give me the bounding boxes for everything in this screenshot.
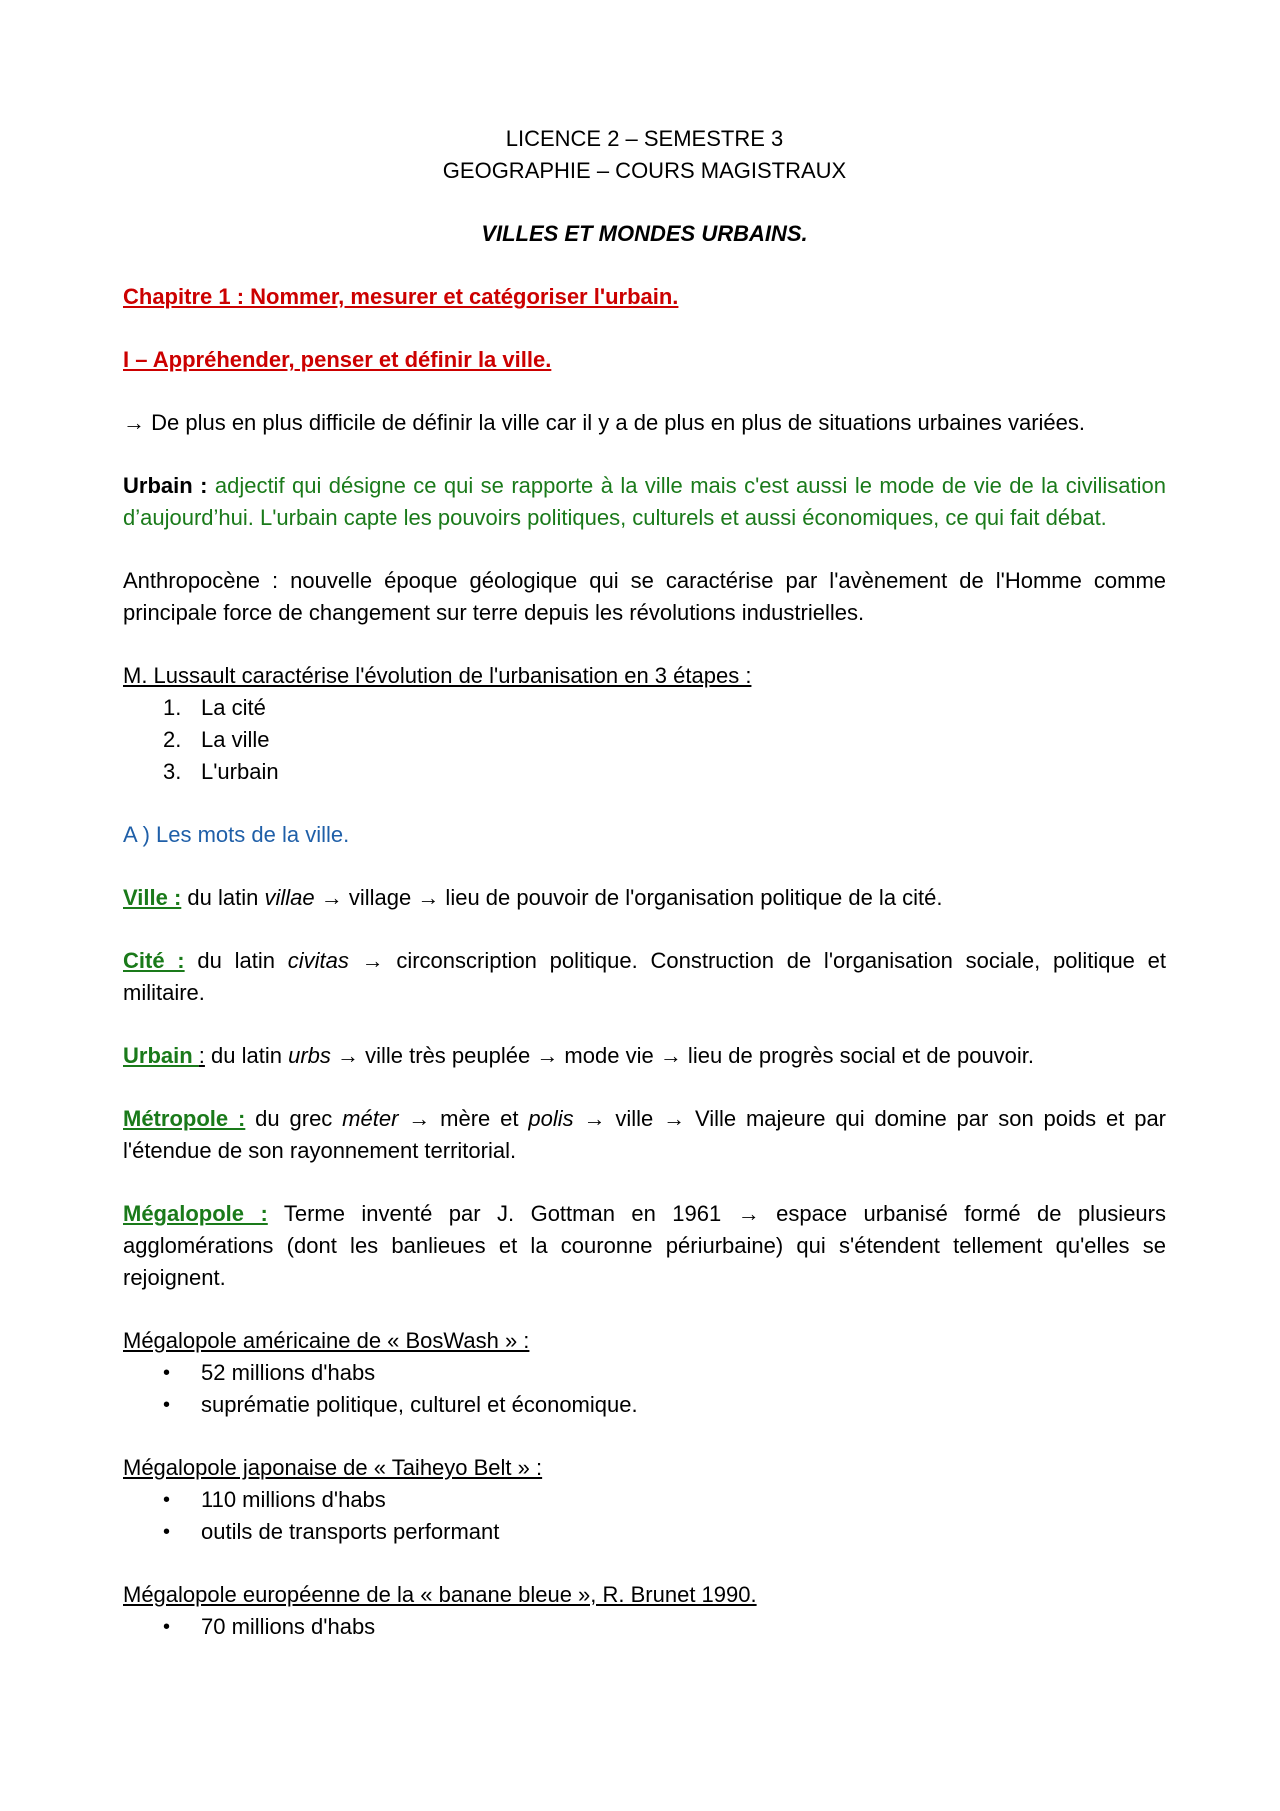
intro-paragraph: → De plus en plus difficile de définir la ville car il y a de plus en plus de situations urbaines variées. <box>123 410 1085 435</box>
list-item <box>123 1484 1166 1516</box>
list-item-text: suprématie politique, culturel et économique. <box>201 1392 638 1417</box>
banane-heading <box>123 1579 1166 1611</box>
megalopole-definition <box>123 1198 1166 1294</box>
greek-word: polis <box>528 1106 574 1131</box>
latin-word: urbs <box>288 1043 331 1068</box>
text-fragment: du grec <box>245 1106 343 1131</box>
urbain-term: Urbain : <box>123 473 208 498</box>
chapter-heading <box>123 281 1166 313</box>
megalopole-text: Terme inventé par J. Gottman en 1961 → espace urbanisé formé de plusieurs agglomérations (dont les banlieues et la couronne périurbaine) qui s'étendent tellement qu'elles se rejoignent. <box>123 1201 1166 1290</box>
anthropocene-paragraph: Anthropocène : nouvelle époque géologique qui se caractérise par l'avènement de l'Homme comme principale force de changement sur terre depuis les révolutions industrielles. <box>123 568 1166 625</box>
colon: : <box>198 1043 205 1068</box>
taiheyo-heading-text: Mégalopole japonaise de « Taiheyo Belt » : <box>123 1455 543 1480</box>
list-item-text: La ville <box>201 727 270 752</box>
bullet-icon: • <box>163 1394 171 1416</box>
taiheyo-heading <box>123 1452 1166 1484</box>
document-content <box>123 123 1166 1643</box>
urbain-definition <box>123 470 1166 534</box>
lussault-list <box>123 692 1166 788</box>
greek-word: méter <box>342 1106 399 1131</box>
text-fragment: du latin <box>181 885 265 910</box>
list-item <box>123 724 1166 756</box>
list-item <box>123 1357 1166 1389</box>
header-line-1: LICENCE 2 – SEMESTRE 3 <box>505 126 784 151</box>
ville-definition <box>123 882 1166 914</box>
boswash-heading <box>123 1325 1166 1357</box>
list-item-text: 110 millions d'habs <box>201 1487 386 1512</box>
list-item-text: outils de transports performant <box>201 1519 500 1544</box>
text-fragment: → ville très peuplée → mode vie → lieu de progrès social et de pouvoir. <box>330 1043 1035 1068</box>
megalopole-term: Mégalopole : <box>123 1201 268 1226</box>
urbain-latin-term: Urbain <box>123 1043 199 1068</box>
urbain-latin-definition <box>123 1040 1166 1072</box>
list-item <box>123 692 1166 724</box>
cite-term: Cité : <box>123 948 185 973</box>
list-number: 2. <box>163 727 182 752</box>
boswash-heading-text: Mégalopole américaine de « BosWash » : <box>123 1328 530 1353</box>
boswash-list <box>123 1357 1166 1421</box>
document-title <box>123 218 1166 250</box>
list-item-text: 52 millions d'habs <box>201 1360 376 1385</box>
list-item <box>123 1611 1166 1643</box>
banane-list <box>123 1611 1166 1643</box>
ville-term: Ville : <box>123 885 182 910</box>
list-number: 1. <box>163 695 182 720</box>
taiheyo-list <box>123 1484 1166 1548</box>
metropole-definition <box>123 1103 1166 1167</box>
text-fragment: → circonscription politique. Construction de l'organisation sociale, politique et militaire. <box>123 948 1167 1005</box>
cite-definition <box>123 945 1166 1009</box>
text-fragment: → mère et <box>398 1106 529 1131</box>
chapter-heading-text: Chapitre 1 : Nommer, mesurer et catégoriser l'urbain. <box>123 284 679 309</box>
bullet-icon: • <box>163 1616 171 1638</box>
banane-heading-text: Mégalopole européenne de la « banane bleue », R. Brunet 1990. <box>123 1582 757 1607</box>
list-item-text: L'urbain <box>201 759 279 784</box>
list-number: 3. <box>163 759 182 784</box>
list-item <box>123 1389 1166 1421</box>
lussault-heading-text: M. Lussault caractérise l'évolution de l'urbanisation en 3 étapes : <box>123 663 752 688</box>
lussault-heading <box>123 660 1166 692</box>
section-heading-text: I – Appréhender, penser et définir la ville. <box>123 347 552 372</box>
subsection-heading: A ) Les mots de la ville. <box>123 822 350 847</box>
bullet-icon: • <box>163 1521 171 1543</box>
text-fragment: → ville → Ville majeure qui domine par son poids et par l'étendue de son rayonnement territorial. <box>123 1106 1167 1163</box>
metropole-term: Métropole : <box>123 1106 246 1131</box>
section-heading <box>123 344 1166 376</box>
latin-word: villae <box>264 885 315 910</box>
latin-word: civitas <box>287 948 349 973</box>
document-title-text: VILLES ET MONDES URBAINS. <box>481 221 808 246</box>
list-item <box>123 756 1166 788</box>
header-line-2: GEOGRAPHIE – COURS MAGISTRAUX <box>442 158 847 183</box>
text-fragment: du latin <box>184 948 288 973</box>
urbain-definition-text: adjectif qui désigne ce qui se rapporte à la ville mais c'est aussi le mode de vie de la civilisation d’aujourd’hui. L'urbain capte les pouvoirs politiques, culturels et aussi économiques, ce qui fait débat. <box>123 473 1166 530</box>
text-fragment: du latin <box>204 1043 289 1068</box>
text-fragment: → village → lieu de pouvoir de l'organisation politique de la cité. <box>314 885 943 910</box>
list-item <box>123 1516 1166 1548</box>
list-item-text: La cité <box>201 695 266 720</box>
bullet-icon: • <box>163 1362 171 1384</box>
list-item-text: 70 millions d'habs <box>201 1614 376 1639</box>
bullet-icon: • <box>163 1489 171 1511</box>
